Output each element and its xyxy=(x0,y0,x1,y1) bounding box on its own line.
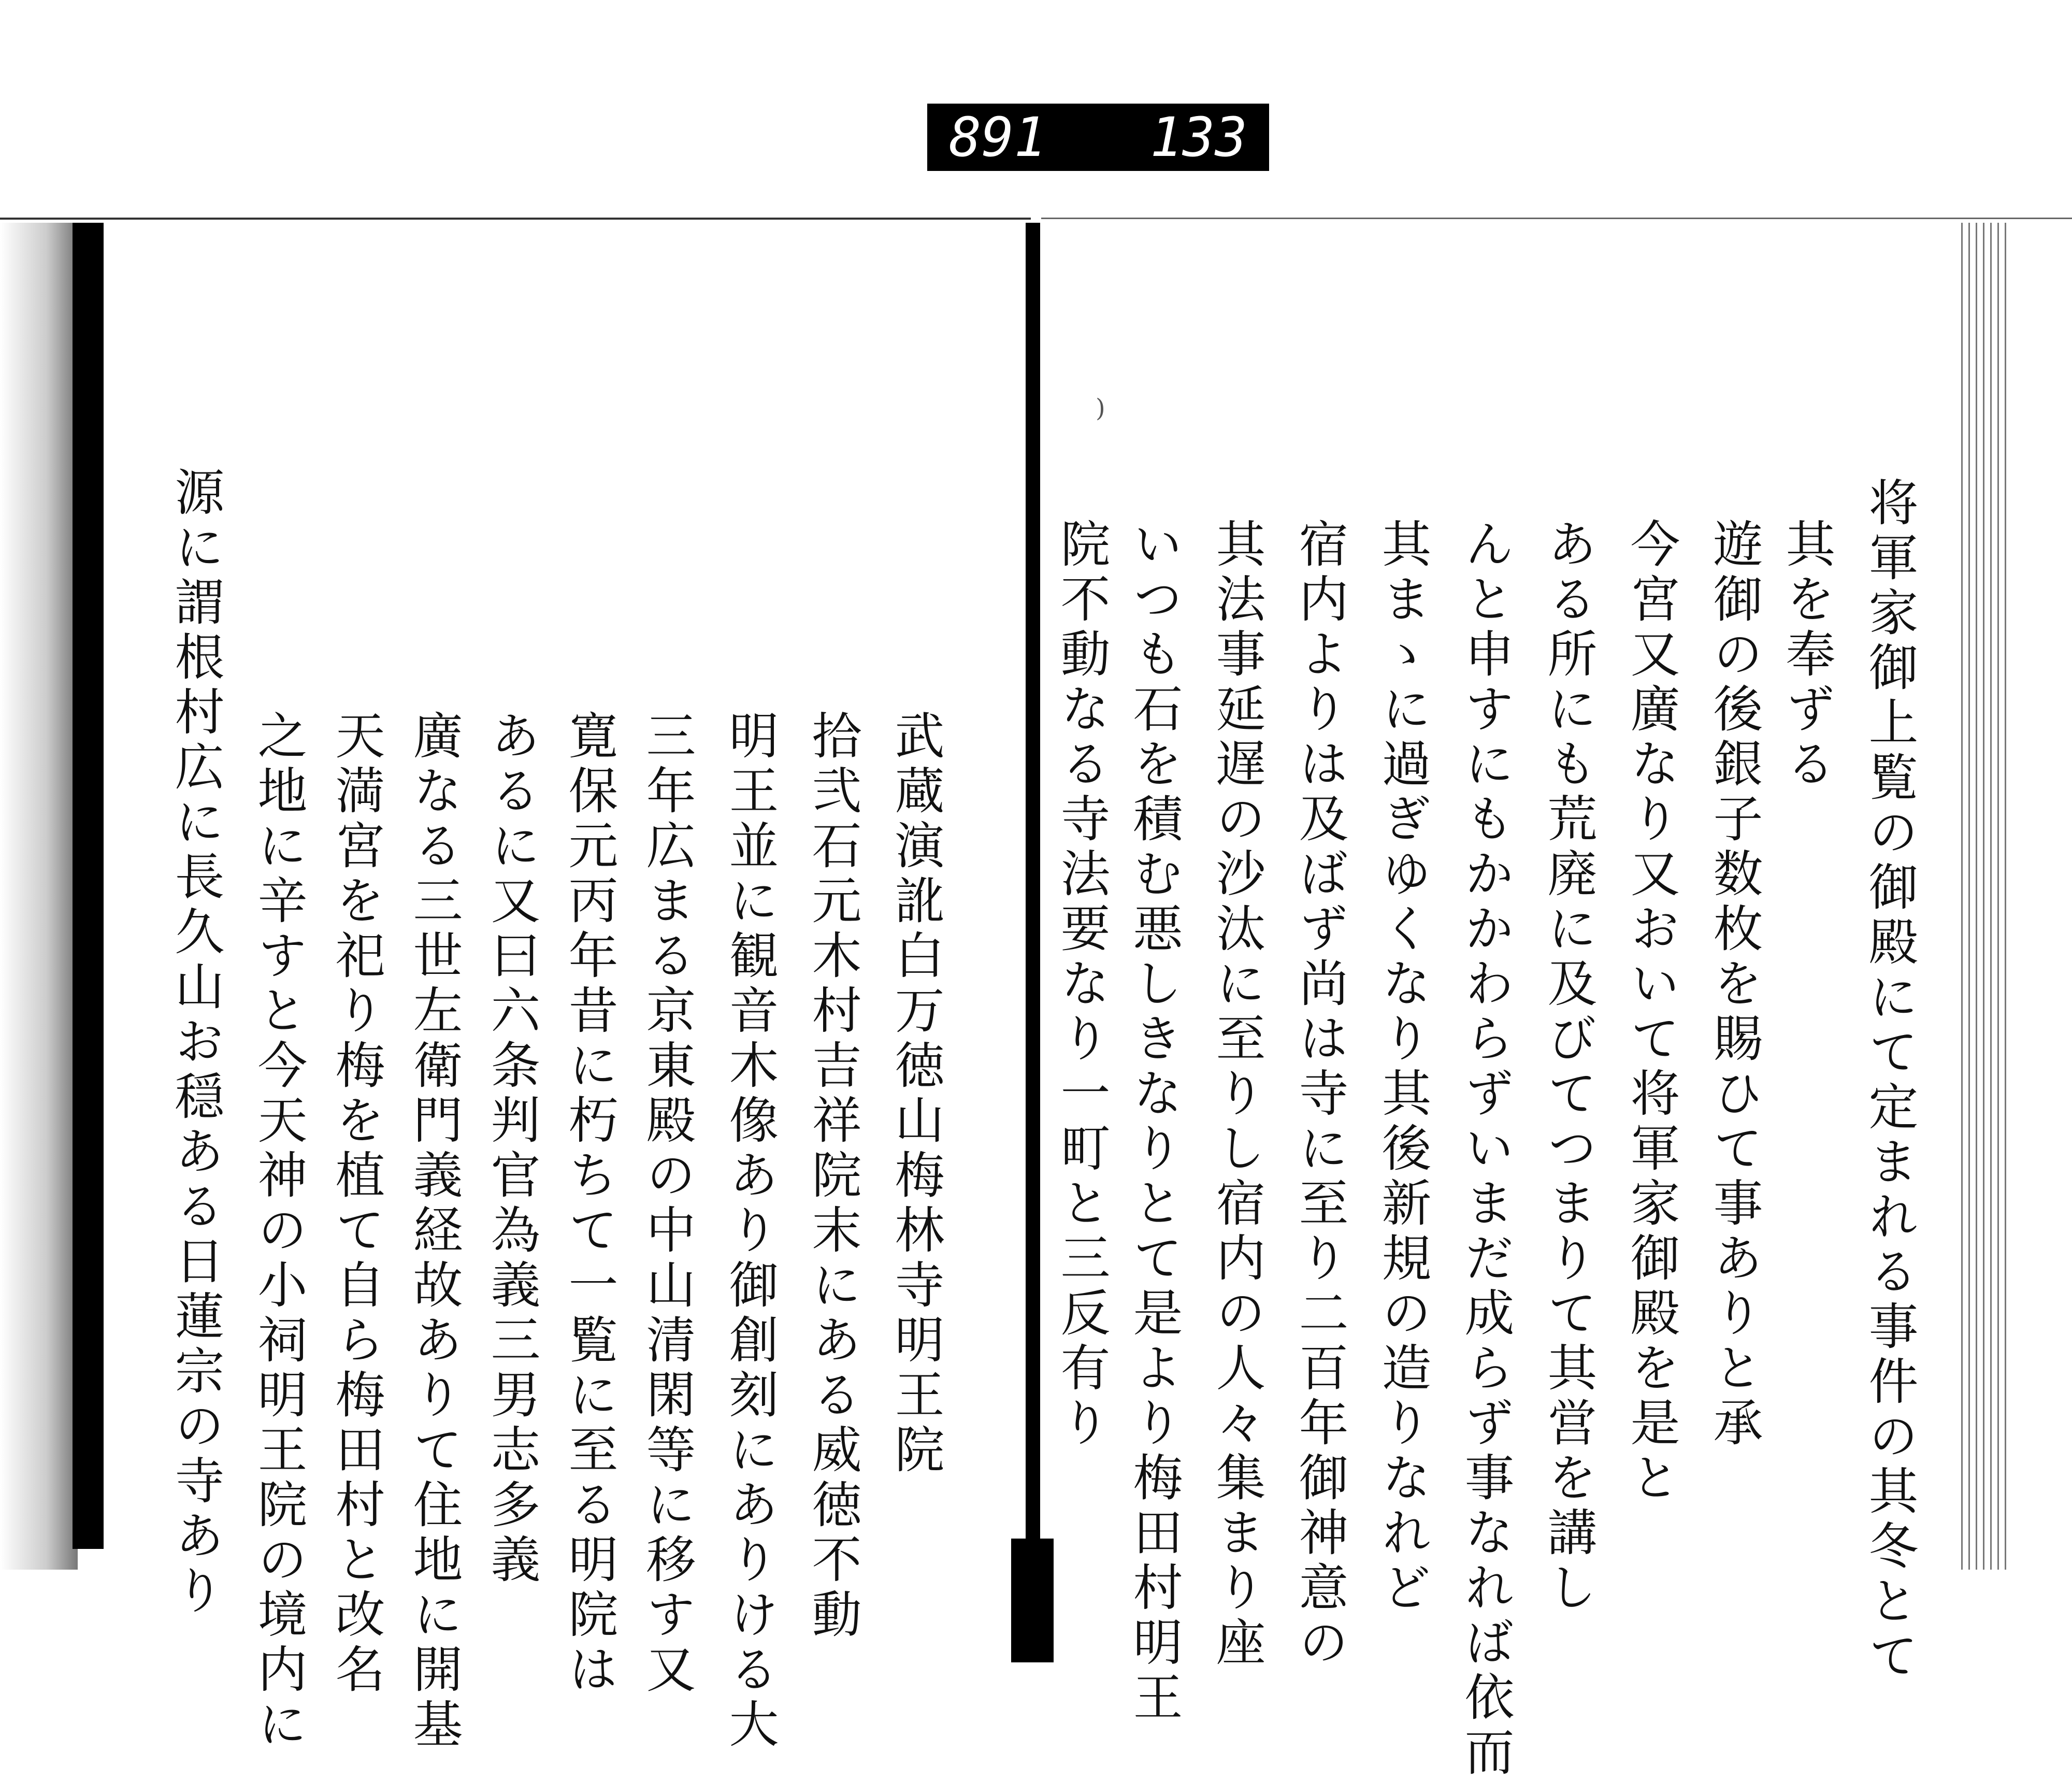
right-page-column-1: 将軍家御上覧の御殿にて定まれる事件の其冬とて xyxy=(1861,477,1919,1685)
right-page-column-2: 其を奉ずる xyxy=(1778,518,1836,793)
left-page-column-9: 之地に辛すと今天神の小祠明王院の境内に xyxy=(250,710,308,1753)
right-page-column-9: 其法事延遅の沙汰に至りし宿内の人々集まり座 xyxy=(1208,518,1266,1671)
left-page-column-10: 源に謂根村広に長久山お穏ある日蓮宗の寺あり xyxy=(167,466,225,1619)
right-page-column-11: 院不動なる寺法要なり一町と三反有り xyxy=(1053,518,1111,1452)
archive-number-label xyxy=(927,104,1269,171)
left-page-column-4: 三年広まる京東殿の中山清閑等に移す又 xyxy=(638,710,696,1698)
left-page-column-6: あるに又曰六条判官為義三男志多義 xyxy=(483,710,541,1588)
top-rule-right xyxy=(1041,218,2072,219)
page-edge-shadow-left xyxy=(0,223,78,1570)
book-spine xyxy=(1026,223,1040,1662)
left-page-column-7: 廣なる三世左衛門義経故ありて住地に開基 xyxy=(405,710,463,1753)
page-edge-shadow-right xyxy=(1958,223,2010,1570)
right-page-column-5: ある所にも荒廃に及びてつまりて其営を講し xyxy=(1539,518,1598,1616)
margin-mark: ) xyxy=(1096,394,1105,423)
left-page-column-2: 拾弐石元木村吉祥院末にある威徳不動 xyxy=(804,710,862,1643)
archive-number-left: 891 xyxy=(949,106,1046,169)
right-page-column-4: 今宮又廣なり又おいて将軍家御殿を是と xyxy=(1622,518,1680,1506)
right-page-column-6: んと申すにもかかわらずいまだ成らず事なれば依而 xyxy=(1457,518,1515,1781)
left-page-column-3: 明王並に観音木像あり御創刻にありける大 xyxy=(721,710,779,1753)
book-spine-base xyxy=(1011,1539,1054,1662)
right-page-column-8: 宿内よりは及ばず尚は寺に至り二百年御神意の xyxy=(1291,518,1349,1671)
right-page-column-7: 其まゝに過ぎゆくなり其後新規の造りなれど xyxy=(1374,518,1432,1616)
left-page-column-1: 武蔵演訛白万徳山梅林寺明王院 xyxy=(887,710,945,1478)
book-edge-left xyxy=(73,223,104,1549)
left-page-column-8: 天満宮を祀り梅を植て自ら梅田村と改名 xyxy=(327,710,385,1698)
left-page-column-5: 寛保元丙年昔に朽ちて一覧に至る明院は xyxy=(560,710,618,1698)
right-page-column-3: 遊御の後銀子数枚を賜ひて事ありと承 xyxy=(1705,518,1763,1452)
archive-number-right: 133 xyxy=(1150,106,1247,169)
right-page-column-10: いつも石を積む悪しきなりとて是より梅田村明王 xyxy=(1125,518,1183,1726)
top-rule-left xyxy=(0,218,1031,220)
